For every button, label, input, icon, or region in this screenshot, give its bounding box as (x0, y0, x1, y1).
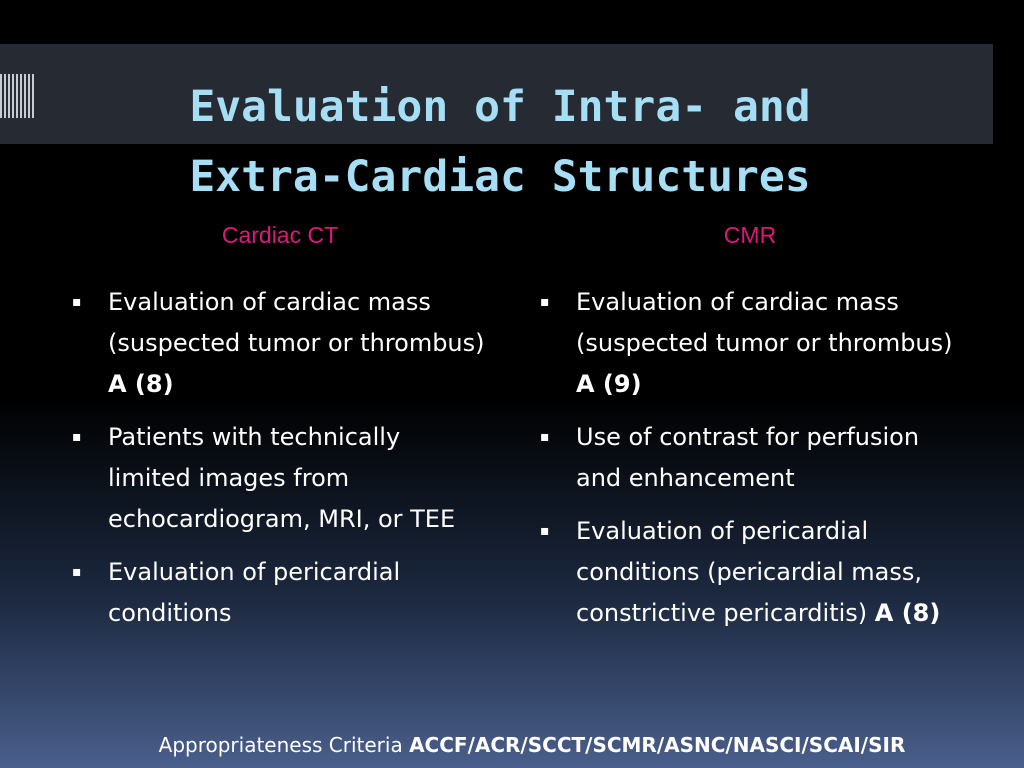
list-item-text: Evaluation of cardiac mass (suspected tumor or thrombus) (108, 288, 485, 357)
list-item-text: Evaluation of pericardial conditions (pericardial mass, constrictive pericarditis) (576, 517, 922, 627)
list-item (538, 511, 958, 634)
bullet-square-icon: ▪ (540, 523, 550, 539)
list-item-text: Evaluation of cardiac mass (suspected tumor or thrombus) (576, 288, 953, 357)
slide-title-line-1: Evaluation of Intra- and (189, 82, 811, 132)
bullet-square-icon: ▪ (540, 429, 550, 445)
list-item-text: Evaluation of pericardial conditions (108, 558, 401, 627)
rating-label: A (8) (874, 599, 941, 627)
rating-label: A (8) (108, 370, 174, 398)
bullet-square-icon: ▪ (72, 564, 82, 580)
rating-label: A (9) (576, 370, 642, 398)
cardiac-ct-list (70, 282, 490, 646)
list-item (70, 417, 490, 540)
list-item-text: Use of contrast for perfusion and enhancement (576, 423, 920, 492)
footer-societies: ACCF/ACR/SCCT/SCMR/ASNC/NASCI/SCAI/SIR (409, 733, 906, 757)
footer-citation (0, 733, 1024, 757)
bullet-square-icon: ▪ (72, 429, 82, 445)
column-heading-cmr: CMR (723, 222, 777, 248)
slide-title-line-2: Extra-Cardiac Structures (189, 152, 811, 202)
bullet-square-icon: ▪ (540, 294, 550, 310)
footer-prefix: Appropriateness Criteria (158, 733, 410, 757)
slide-title (0, 72, 1000, 212)
list-item (70, 552, 490, 634)
cmr-list (538, 282, 958, 646)
list-item-text: Patients with technically limited images from echocardiogram, MRI, or TEE (108, 423, 456, 533)
bullet-square-icon: ▪ (72, 294, 82, 310)
list-item (538, 417, 958, 499)
column-heading-cardiac-ct: Cardiac CT (221, 222, 339, 248)
list-item (70, 282, 490, 405)
list-item (538, 282, 958, 405)
